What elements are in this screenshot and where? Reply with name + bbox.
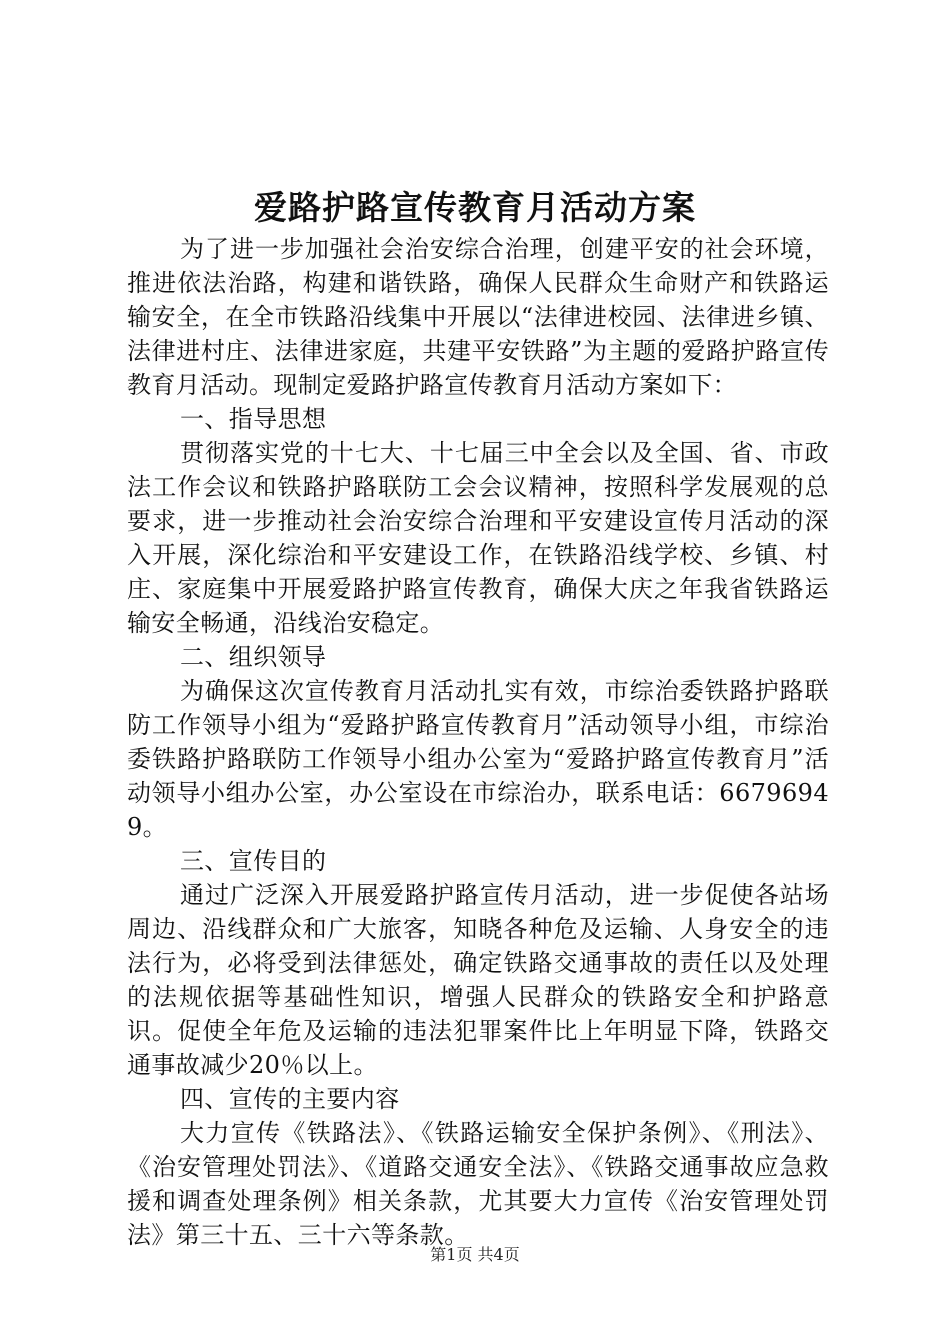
body-paragraph: 为确保这次宣传教育月活动扎实有效，市综治委铁路护路联防工作领导小组为“爱路护路宣传教育月”活动领导小组，市综治委铁路护路联防工作领导小组办公室为“爱路护路宣传教育月”活动领导小组办公室，办公室设在市综治办，联系电话：66796949。 — [127, 677, 829, 841]
body-paragraph: 大力宣传《铁路法》、《铁路运输安全保护条例》、《刑法》、《治安管理处罚法》、《道路交通安全法》、《铁路交通事故应急救援和调查处理条例》相关条款，尤其要大力宣传《治安管理处罚法》第三十五、三十六等条款。 — [127, 1119, 829, 1249]
document-body — [127, 232, 829, 1252]
document-title: 爱路护路宣传教育月活动方案 — [254, 188, 696, 227]
intro-paragraph: 为了进一步加强社会治安综合治理，创建平安的社会环境，推进依法治路，构建和谐铁路，确保人民群众生命财产和铁路运输安全，在全市铁路沿线集中开展以“法律进校园、法律进乡镇、法律进村庄、法律进家庭，共建平安铁路”为主题的爱路护路宣传教育月活动。现制定爱路护路宣传教育月活动方案如下： — [127, 235, 829, 399]
section-heading: 一、指导思想 — [180, 405, 327, 433]
section-heading: 二、组织领导 — [180, 643, 327, 671]
page-footer: 第1页 共4页 — [430, 1245, 520, 1264]
section-heading: 四、宣传的主要内容 — [180, 1085, 400, 1113]
section-heading: 三、宣传目的 — [180, 847, 327, 875]
body-paragraph: 通过广泛深入开展爱路护路宣传月活动，进一步促使各站场周边、沿线群众和广大旅客，知晓各种危及运输、人身安全的违法行为，必将受到法律惩处，确定铁路交通事故的责任以及处理的法规依据等基础性知识，增强人民群众的铁路安全和护路意识。促使全年危及运输的违法犯罪案件比上年明显下降，铁路交通事故减少20％以上。 — [127, 881, 829, 1079]
body-paragraph: 贯彻落实党的十七大、十七届三中全会以及全国、省、市政法工作会议和铁路护路联防工会会议精神，按照科学发展观的总要求，进一步推动社会治安综合治理和平安建设宣传月活动的深入开展，深化综治和平安建设工作，在铁路沿线学校、乡镇、村庄、家庭集中开展爱路护路宣传教育，确保大庆之年我省铁路运输安全畅通，沿线治安稳定。 — [127, 439, 829, 637]
